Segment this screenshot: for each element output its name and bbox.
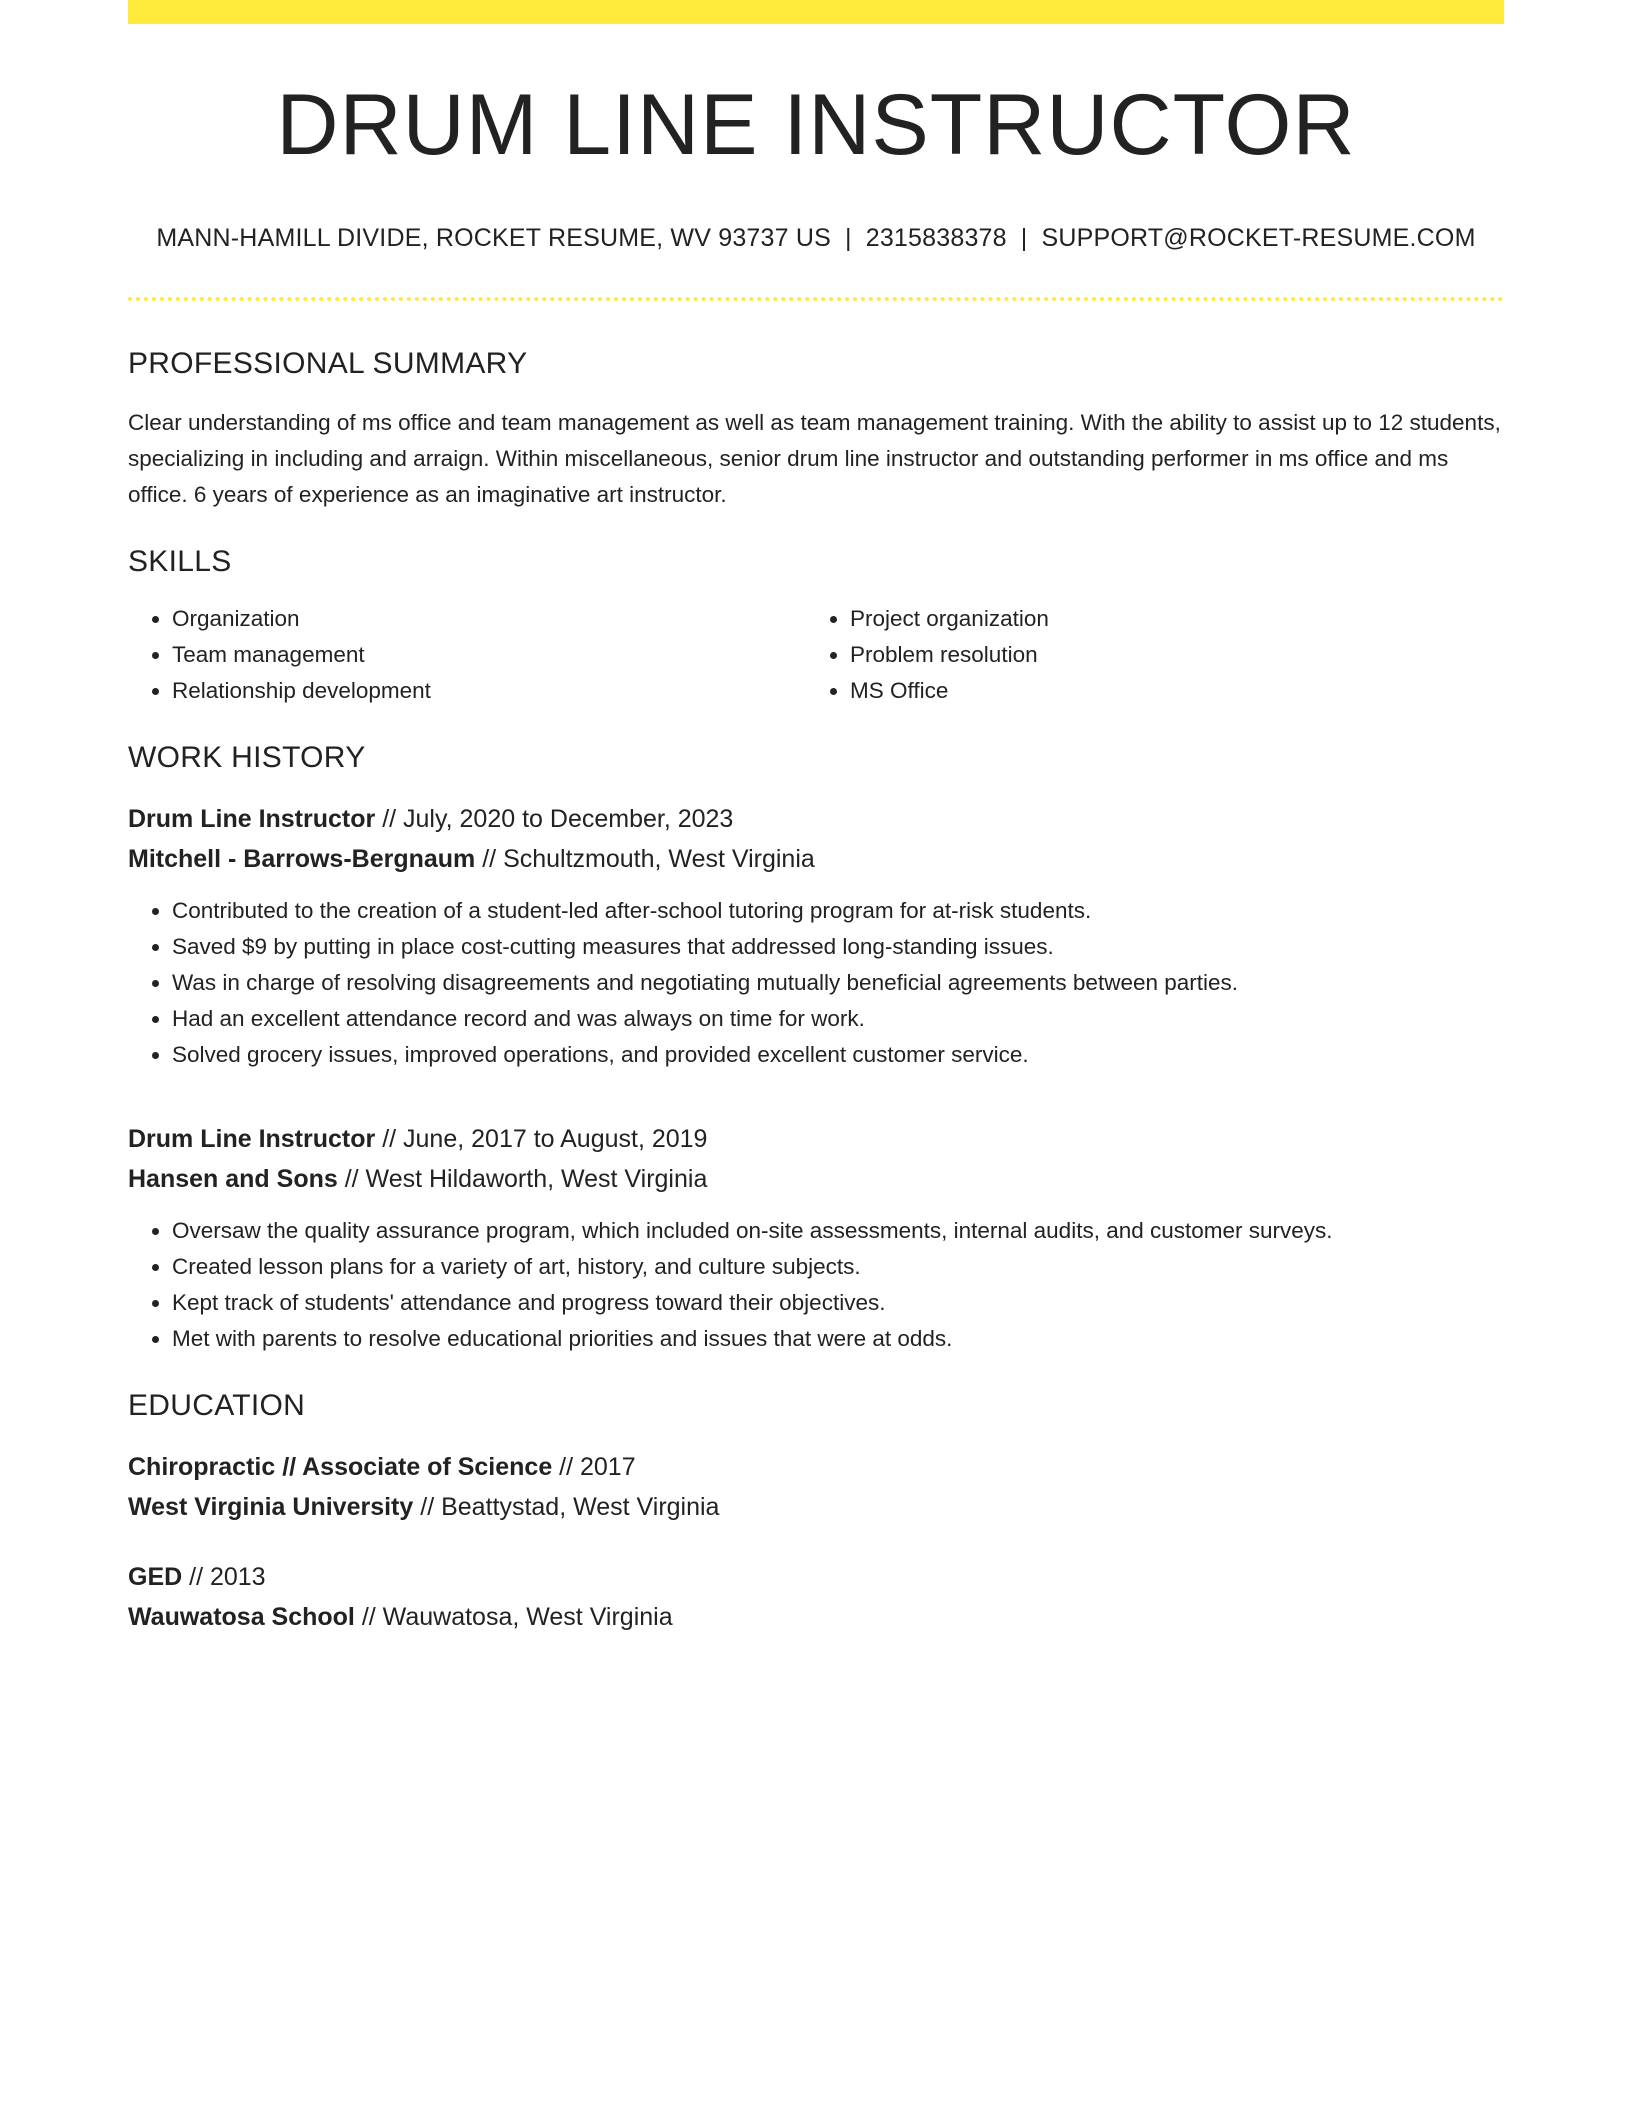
education-year: // 2013 [182,1563,266,1591]
job-entry [128,799,1504,1073]
education-year: // 2017 [552,1453,636,1481]
contact-address: MANN-HAMILL DIVIDE, ROCKET RESUME, WV 93737 US [156,224,832,252]
contact-phone: 2315838378 [865,224,1007,252]
skill-item: • Organization [172,601,806,637]
skill-item: • Team management [172,637,806,673]
skill-item: • MS Office [850,673,1484,709]
skills-list [128,601,1504,709]
job-bullet: • Saved $9 by putting in place cost-cutting measures that addressed long-standing issues. [172,929,1504,965]
education-school-line [128,1487,1504,1527]
job-bullet: • Oversaw the quality assurance program, which included on-site assessments, internal audits, and customer surveys. [172,1213,1504,1249]
job-company: Hansen and Sons [128,1165,338,1193]
accent-top-bar [128,0,1504,24]
education-location: // Wauwatosa, West Virginia [354,1603,673,1631]
job-dates: // June, 2017 to August, 2019 [375,1125,708,1153]
contact-separator: | [845,224,852,252]
job-company-line [128,839,1504,879]
job-bullet: • Was in charge of resolving disagreements and negotiating mutually beneficial agreements between parties. [172,965,1504,1001]
job-title-line [128,799,1504,839]
summary-heading: PROFESSIONAL SUMMARY [128,347,528,380]
job-title: Drum Line Instructor [128,805,376,833]
skill-item: • Problem resolution [850,637,1484,673]
education-degree: GED [128,1563,183,1591]
job-entry [128,1119,1504,1357]
education-school: Wauwatosa School [128,1603,355,1631]
job-bullets [128,1213,1504,1357]
contact-separator: | [1020,224,1028,252]
education-entry [128,1557,1504,1637]
skills-heading: SKILLS [128,545,232,578]
contact-email: SUPPORT@ROCKET-RESUME.COM [1041,224,1476,252]
education-heading: EDUCATION [128,1389,306,1422]
summary-text: Clear understanding of ms office and team management as well as team management training. With the ability to assist up to 12 students, specializing in including and arraign. Within miscellaneous, senior drum line instructor and outstanding performer in ms office and ms office. 6 years of experience as an imaginative art instructor. [128,410,1501,507]
resume-page [128,0,1504,1637]
job-bullet: • Solved grocery issues, improved operations, and provided excellent customer service. [172,1037,1504,1073]
job-bullet: • Kept track of students' attendance and progress toward their objectives. [172,1285,1504,1321]
education-school-line [128,1597,1504,1637]
job-location: // West Hildaworth, West Virginia [337,1165,708,1193]
education-degree: Chiropractic // Associate of Science [128,1453,553,1481]
education-degree-line [128,1447,1504,1487]
skill-item: • Project organization [850,601,1484,637]
job-title-line [128,1119,1504,1159]
education-entry [128,1447,1504,1527]
job-bullet: • Contributed to the creation of a student-led after-school tutoring program for at-risk students. [172,893,1504,929]
job-bullet: • Created lesson plans for a variety of art, history, and culture subjects. [172,1249,1504,1285]
skill-item: • Relationship development [172,673,806,709]
job-location: // Schultzmouth, West Virginia [475,845,815,873]
job-company: Mitchell - Barrows-Bergnaum [128,845,476,873]
contact-line [128,226,1504,251]
resume-title: DRUM LINE INSTRUCTOR [276,77,1356,173]
skills-column-right [806,601,1484,709]
job-title: Drum Line Instructor [128,1125,376,1153]
dotted-divider [128,297,1504,301]
education-degree-line [128,1557,1504,1597]
job-bullet: • Met with parents to resolve educational priorities and issues that were at odds. [172,1321,1504,1357]
job-bullets [128,893,1504,1073]
skills-column-left [128,601,806,709]
education-school: West Virginia University [128,1493,414,1521]
work-history-heading: WORK HISTORY [128,741,366,774]
education-location: // Beattystad, West Virginia [413,1493,720,1521]
job-bullet: • Had an excellent attendance record and was always on time for work. [172,1001,1504,1037]
job-dates: // July, 2020 to December, 2023 [375,805,734,833]
job-company-line [128,1159,1504,1199]
